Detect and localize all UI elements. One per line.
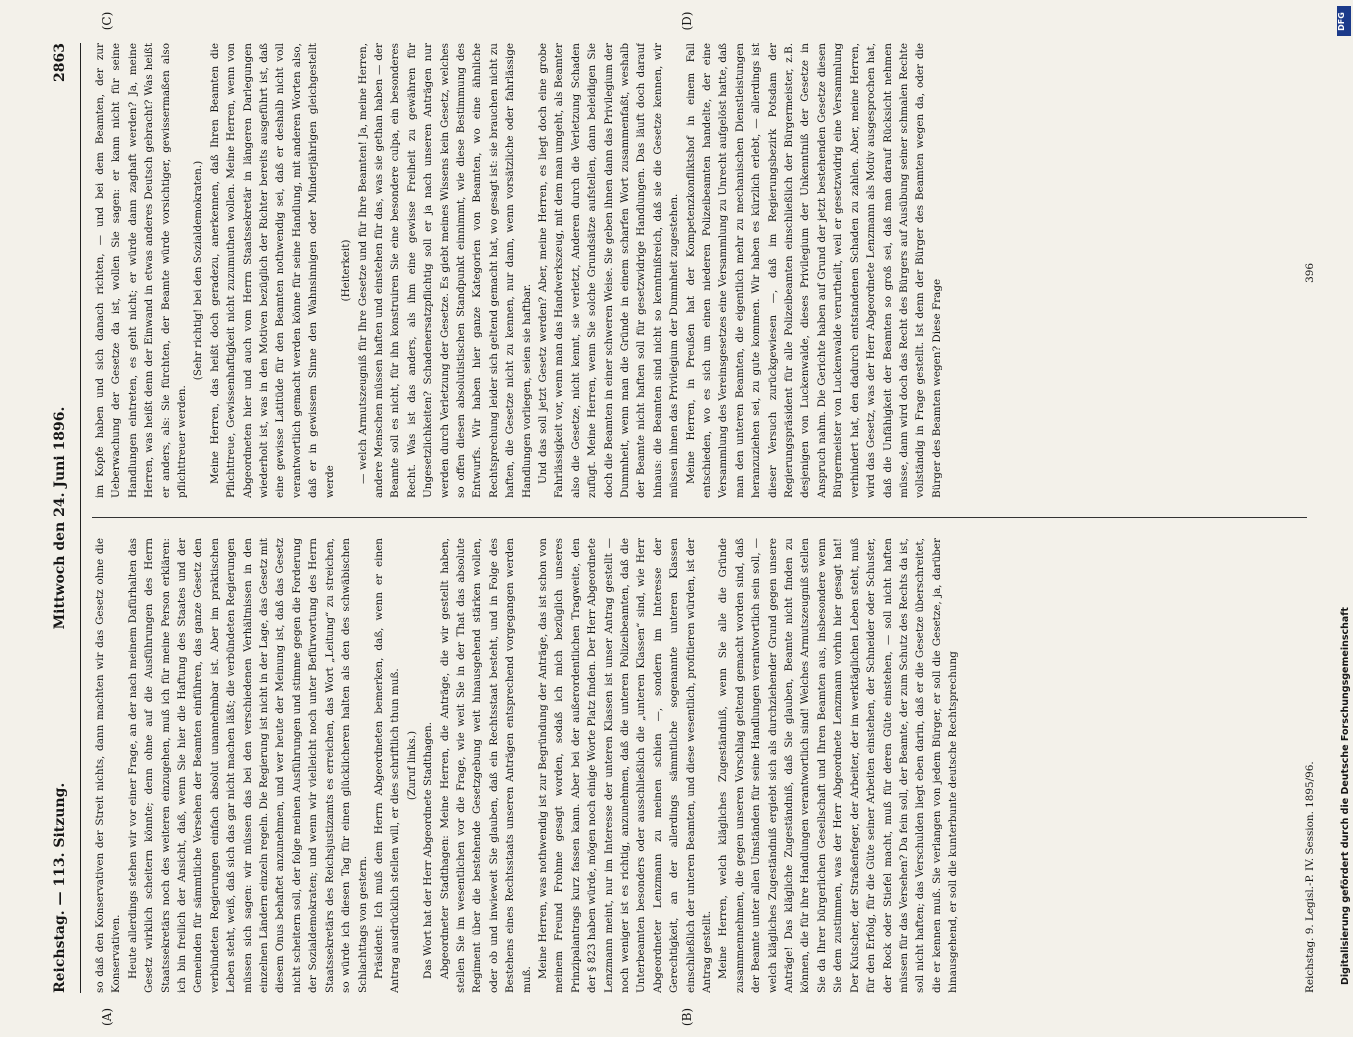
paragraph: im Kopfe haben und sich danach richten, — und bei dem Beamten, der zur Ueberwachung der Gesetze da ist, wollen Sie sagen: er kann nicht für seine Handlungen eintreten, es geht nicht; er würde dann zaghaft werden? Ja, meine Herren, was heißt denn der Einwand in etwas anderes Deutsch gebracht? Was heißt er anders, als: Sie fürchten, der Beamte würde vorsichtiger, gewissermaßen also pflichttreuer werden. [94, 43, 189, 498]
paragraph: Abgeordneter Stadthagen: Meine Herren, die Anträge, die wir gestellt haben, stellen Sie im wesentlichen vor die Frage, wie weit Sie in der That das absolute Regiment über die bestehende Gesetzgebung weit hinausgehend stärken wollen, oder ob und inwieweit Sie glauben, daß ein Rechtsstaat besteht, und in Folge des Bestehens eines Rechtsstaats unseren Anträgen entsprechend vorgegangen werden muß. [438, 538, 533, 993]
header-center: Mittwoch den 24. Juni 1896. [52, 406, 68, 630]
paragraph: Heute allerdings stehen wir vor einer Frage, an der nach meinem Dafürhalten das Gesetz wirklich scheitern könnte; denn ohne auf die Ausführungen des Herrn Staatssekretärs noch des weiteren einzugehen, muß ich für meine Person erklären: ich bin freilich der Ansicht, daß, wenn Sie hier die Haftung des Staates und der Gemeinden für sämmtliche Versehen der Beamten einführen, das ganze Gesetz den verbündeten Regierungen einfach absolut unannehmbar ist. Aber im praktischen Leben steht, weiß, daß sich das gar nicht machen läßt; die verbündeten Regierungen müssen sich sagen: wir müssen das bei den verschiedenen Verhältnissen in den einzelnen Ländern einzeln regeln. Die Regierung ist nicht in der Lage, das Gesetz mit diesem Onus behaftet anzunehmen, und wer heute der Meinung ist, daß das Gesetz nicht scheitern soll, der folge meinen Ausführungen und stimme gegen die Forderung der Sozialdemokraten; und wenn wir vielleicht noch unter Befürwortung des Herrn Staatssekretärs des Reichsjustizamts es erreichen, das Wort „Leitung“ zu streichen, so würde ich diesen Tag für einen glücklicheren halten als den des schwäbischen Schlachttags von gestern. [126, 538, 369, 993]
paragraph: Meine Herren, in Preußen hat der Kompetenzkonfliktshof in einem Fall entschieden, wo es sich um einen niederen Polizeibeamten handelte, der eine Versammlung des Vereinsgesetzes eine Versammlung zu Unrecht aufgelöst hatte, daß man den unteren Beamten, die eigentlich mehr zu mechanischen Dienstleistungen heranzuziehen sei, zu gute kommen. Wir haben es kürzlich erlebt, — allerdings ist dieser Versuch zurückgewiesen —, daß im Regierungsbezirk Potsdam der Regierungspräsident für alle Polizeibeamten einschließlich der Bürgermeister, z.B. desjenigen von Luckenwalde, dieses Privilegium der Unkenntniß der Gesetze in Anspruch nahm. Die Gerichte haben auf Grund der jetzt bestehenden Gesetze diesen Bürgermeister von Luckenwalde verurtheilt, weil er gesetzwidrig eine Versammlung verhindert hat, den dadurch entstandenen Schaden zu zahlen. Aber, meine Herren, wird das Gesetz, was der Herr Abgeordnete Lenzmann als Motiv ausgesprochen hat, daß die Unfähigkeit der Beamten so groß sei, daß man darauf Rücksicht nehmen müsse, dann wird doch das Recht des Bürgers auf Ausübung seiner schmalen Rechte vollständig in Frage gestellt. Ist denn der Bürger des Beamten wegen da, oder die Bürger des Beamten wegen? Diese Frage [684, 43, 943, 498]
header-rule [80, 43, 81, 993]
rotated-page-content [40, 11, 1326, 1027]
margin-marker-a: (A) [100, 1007, 114, 1027]
paragraph: — welch Armutszeugniß für Ihre Gesetze und für Ihre Beamten! Ja, meine Herren, andere Menschen müssen haften und einstehen für das, was sie gethan haben — der Beamte soll es nicht, für ihn konstruiren Sie eine besondere culpa, ein besonderes Recht. Was ist das anders, als ihm eine gewisse Freiheit zu gewähren für Ungesetzlichkeiten? Schadenersatzpflichtig soll er ja nach unseren Anträgen nur werden durch Verletzung der Gesetze. Es giebt meines Wissens kein Gesetz, welches so offen diesen absolutistischen Standpunkt einnimmt, wie diese Bestimmung des Entwurfs. Wir haben hier ganze Kategorien von Beamten, wo eine ähnliche Rechtsprechung leider sich geltend gemacht hat, wo gesagt ist: sie brauchen nicht zu haften, die Gesetze nicht zu kennen, nur dann, wenn vorsätzliche oder fahrlässige Handlungen vorliegen, seien sie haftbar. [356, 43, 533, 498]
paragraph: Meine Herren, was nothwendig ist zur Begründung der Anträge, das ist schon von meinem Freund Frohme gesagt worden, sodaß ich mich bezüglich unseres Prinzipalantrags kurz fassen kann. Aber bei der außerordentlichen Tragweite, den der § 823 haben würde, mögen noch einige Worte Platz finden. Der Herr Abgeordnete Lenzmann meint, nur im Interesse der unteren Klassen ist unser Antrag gestellt — noch weniger ist es richtig, anzunehmen, daß die unteren Polizeibeamten, daß die Unterbeamten besonders oder ausschließlich die „unteren Klassen“ sind, wie Herr Abgeordneter Lenzmann zu meinen schien —, sondern im Interesse der Gerechtigkeit, an der allerdings sämmtliche sogenannte unteren Klassen einschließlich der unteren Beamten, und diese wesentlich, profitieren würden, ist der Antrag gestellt. [536, 538, 714, 993]
paragraph: so daß den Konservativen der Streit nichts, dann machten wir das Gesetz ohne die Konservativen. [94, 538, 123, 993]
dfg-logo: DFG [1337, 6, 1351, 36]
left-column [92, 538, 1307, 993]
paragraph: Präsident: Ich muß dem Herrn Abgeordneten bemerken, daß, wenn er einen Antrag ausdrücklich stellen will, er dies schriftlich thun muß. [372, 538, 402, 993]
paragraph: Meine Herren, welch klägliches Zugeständniß, wenn Sie alle die Gründe zusammennehmen, die gegen unseren Vorschlag geltend gemacht worden sind, daß der Beamte unter allen Umständen für seine Handlungen verantwortlich sein soll, — welch klägliches Zugeständniß ergiebt sich als durchziehender Grund gegen unsere Anträge! Das klägliche Zugeständniß, daß Sie glauben, Beamte nicht finden zu können, die für ihre Handlungen verantwortlich sind! Welches Armutszeugniß stellen Sie da Ihrer bürgerlichen Gesellschaft und Ihren Beamten aus, insbesondere wenn Sie dem zustimmen, was der Herr Abgeordnete Lenzmann vorhin hier gesagt hat! Der Kutscher, der Straßenfeger, der Arbeiter, der im werktäglichen Leben steht, muß für den Erfolg, für die Güte seiner Arbeiten einstehen, der Schneider oder Schuster, der Rock oder Stiefel macht, muß für deren Güte einstehen, — soll nicht haften müssen für das Versehen? Da fein soll, der Beamte, der zum Schutz des Rechts da ist, soll nicht haften; das Verschulden liegt eben darin, daß er die Gesetze überschreitet, die er kennen muß. Sie verlangen von jedem Bürger, er soll die Gesetze, ja, darüber hinausgehend, er soll die kunterbunte deutsche Rechtsprechung [717, 538, 960, 993]
page-number: 2863 [52, 43, 68, 82]
stage-direction: (Sehr richtig! bei den Sozialdemokraten.) [192, 160, 205, 381]
footer-session-info: Reichstag. 9. Legisl.-P. IV. Session. 1895/96. [1304, 761, 1316, 993]
page-header [40, 43, 80, 993]
margin-marker-d: (D) [680, 11, 694, 31]
paragraph: Meine Herren, das heißt doch geradezu, anerkennen, daß Ihren Beamten die Pflichttreue, Gewissenhaftigkeit nicht zuzumuthen wollen. Meine Herren, wenn von Abgeordneten hier und auch vom Herrn Staatssekretär in längeren Darlegungen wiederholt ist, was in den Motiven bezüglich der Richter bereits ausgeführt ist, daß eine gewisse Latitüde für den Beamten nothwendig sei, daß er deshalb nicht voll verantwortlich gemacht werden könne für seine Handlung, mit anderen Worten also, daß er in gewissem Sinne den Wahnsinnigen oder Minderjährigen gleichgestellt werde [208, 43, 336, 498]
margin-marker-b: (B) [680, 1007, 694, 1027]
paragraph: Das Wort hat der Herr Abgeordnete Stadthagen. [422, 721, 435, 979]
right-column [92, 43, 1307, 498]
stage-direction: (Heiterkeit) [340, 239, 353, 302]
margin-marker-c: (C) [100, 11, 114, 31]
stage-direction: (Zuruf links.) [405, 730, 418, 801]
header-left: Reichstag. — 113. Sitzung. [52, 782, 68, 993]
column-divider [92, 517, 1307, 518]
paragraph: Und das soll jetzt Gesetz werden? Aber, meine Herren, es liegt doch eine grobe Fahrlässigkeit vor, wenn man das Handwerkszeug, mit dem man umgeht, als Beamter also die Gesetze, nicht kennt, sie verletzt, Anderen durch die Verletzung Schaden zufügt. Meine Herren, wenn Sie solche Grundsätze aufstellen, dann beleidigen Sie doch die Beamten in einer schweren Weise. Sie geben ihnen dann das Privilegium der Dummheit, wenn man die Gründe in einem scharfen Wort zusammenfaßt, weshalb der Beamte nicht haften soll für gesetzwidrige Handlungen. Das läuft doch darauf hinaus: die Beamten sind nicht so kenntnißreich, daß sie die Gesetze kennen, wir müssen ihnen das Privilegium der Dummheit zugestehen. [536, 43, 681, 498]
footer-sheet-number: 396 [1304, 263, 1316, 283]
page-footer [1302, 43, 1324, 993]
dfg-funding-note: Digitalisierung gefördert durch die Deutsche Forschungsgemeinschaft [1340, 607, 1351, 985]
